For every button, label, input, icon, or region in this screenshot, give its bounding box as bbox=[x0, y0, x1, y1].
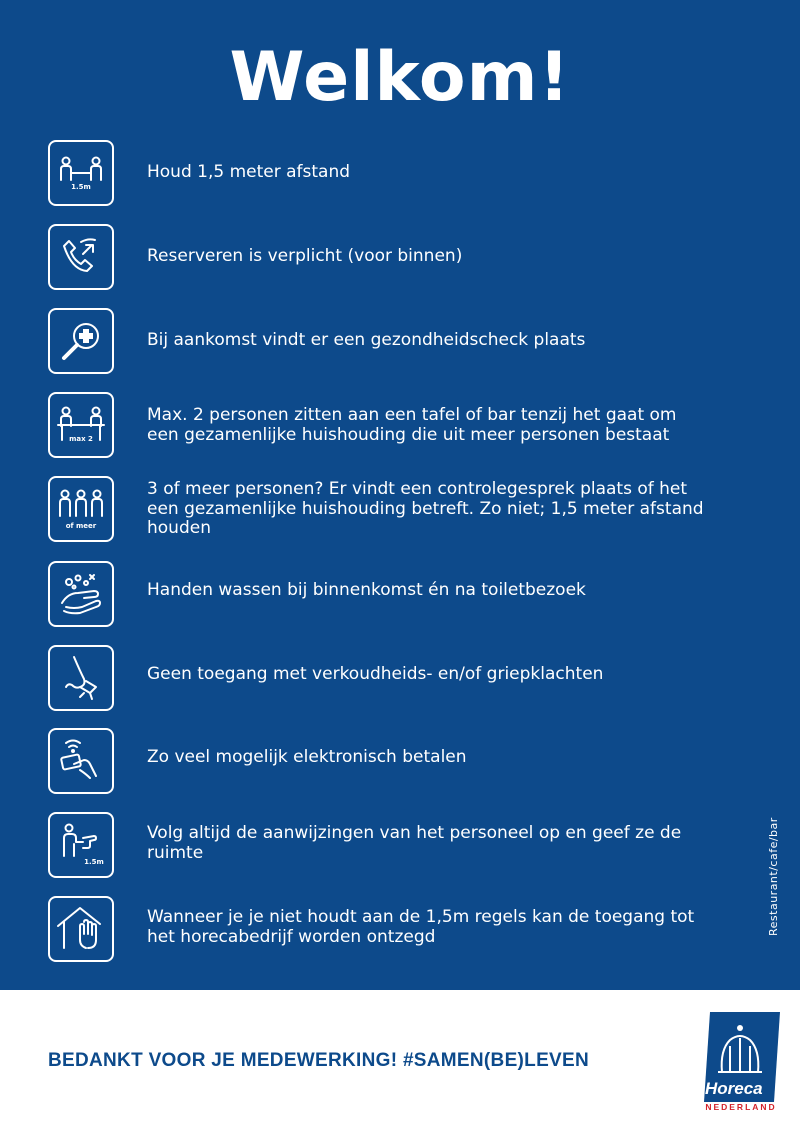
phone-icon bbox=[48, 224, 114, 290]
distance-icon-label: 1.5m bbox=[71, 183, 91, 191]
rule-text-line: houden bbox=[147, 518, 211, 538]
stop-hand-icon bbox=[48, 896, 114, 962]
page-title: Welkom! bbox=[229, 38, 571, 117]
rule-text: Bij aankomst vindt er een gezondheidscheck plaats bbox=[147, 330, 586, 350]
staff-point-icon-label: 1.5m bbox=[84, 858, 104, 866]
logo-name: Horeca bbox=[705, 1079, 763, 1098]
rule-text-line: een gezamenlijke huishouding betreft. Zo niet; 1,5 meter afstand bbox=[147, 498, 704, 519]
rule-text-line: 3 of meer personen? Er vindt een controlegesprek plaats of het bbox=[147, 479, 688, 499]
staff-point-icon bbox=[48, 812, 114, 878]
group-icon-label: of meer bbox=[65, 522, 97, 530]
rule-text-line: het horecabedrijf worden ontzegd bbox=[147, 926, 436, 947]
rule-text-line: een gezamenlijke huishouding die uit meer personen bestaat bbox=[147, 424, 670, 445]
rule-text-line: ruimte bbox=[147, 842, 204, 863]
rule-text-line: Max. 2 personen zitten aan een tafel of bar tenzij het gaat om bbox=[147, 405, 677, 425]
horeca-logo bbox=[700, 1010, 782, 1115]
hand-wash-icon bbox=[48, 561, 114, 627]
nose-icon bbox=[48, 645, 114, 711]
table-max-icon bbox=[48, 392, 114, 458]
group-icon bbox=[48, 476, 114, 542]
table-max-icon-label: max 2 bbox=[69, 435, 93, 443]
rule-text: Geen toegang met verkoudheids- en/of griepklachten bbox=[147, 664, 604, 684]
rule-text: Zo veel mogelijk elektronisch betalen bbox=[147, 747, 467, 767]
health-check-icon bbox=[48, 308, 114, 374]
rule-text-line: Wanneer je je niet houdt aan de 1,5m regels kan de toegang tot bbox=[147, 907, 695, 927]
rule-text: Houd 1,5 meter afstand bbox=[147, 162, 351, 182]
contactless-pay-icon bbox=[48, 728, 114, 794]
rule-text-line: Volg altijd de aanwijzingen van het personeel op en geef ze de bbox=[147, 823, 682, 843]
distance-icon bbox=[48, 140, 114, 206]
rule-text: Reserveren is verplicht (voor binnen) bbox=[147, 246, 463, 266]
logo-subtitle: NEDERLAND bbox=[705, 1102, 777, 1112]
rule-text: Handen wassen bij binnenkomst én na toiletbezoek bbox=[147, 580, 586, 600]
venue-type-label: Restaurant/cafe/bar bbox=[767, 817, 780, 936]
thanks-message: BEDANKT VOOR JE MEDEWERKING! #SAMEN(BE)LEVEN bbox=[48, 1050, 590, 1071]
